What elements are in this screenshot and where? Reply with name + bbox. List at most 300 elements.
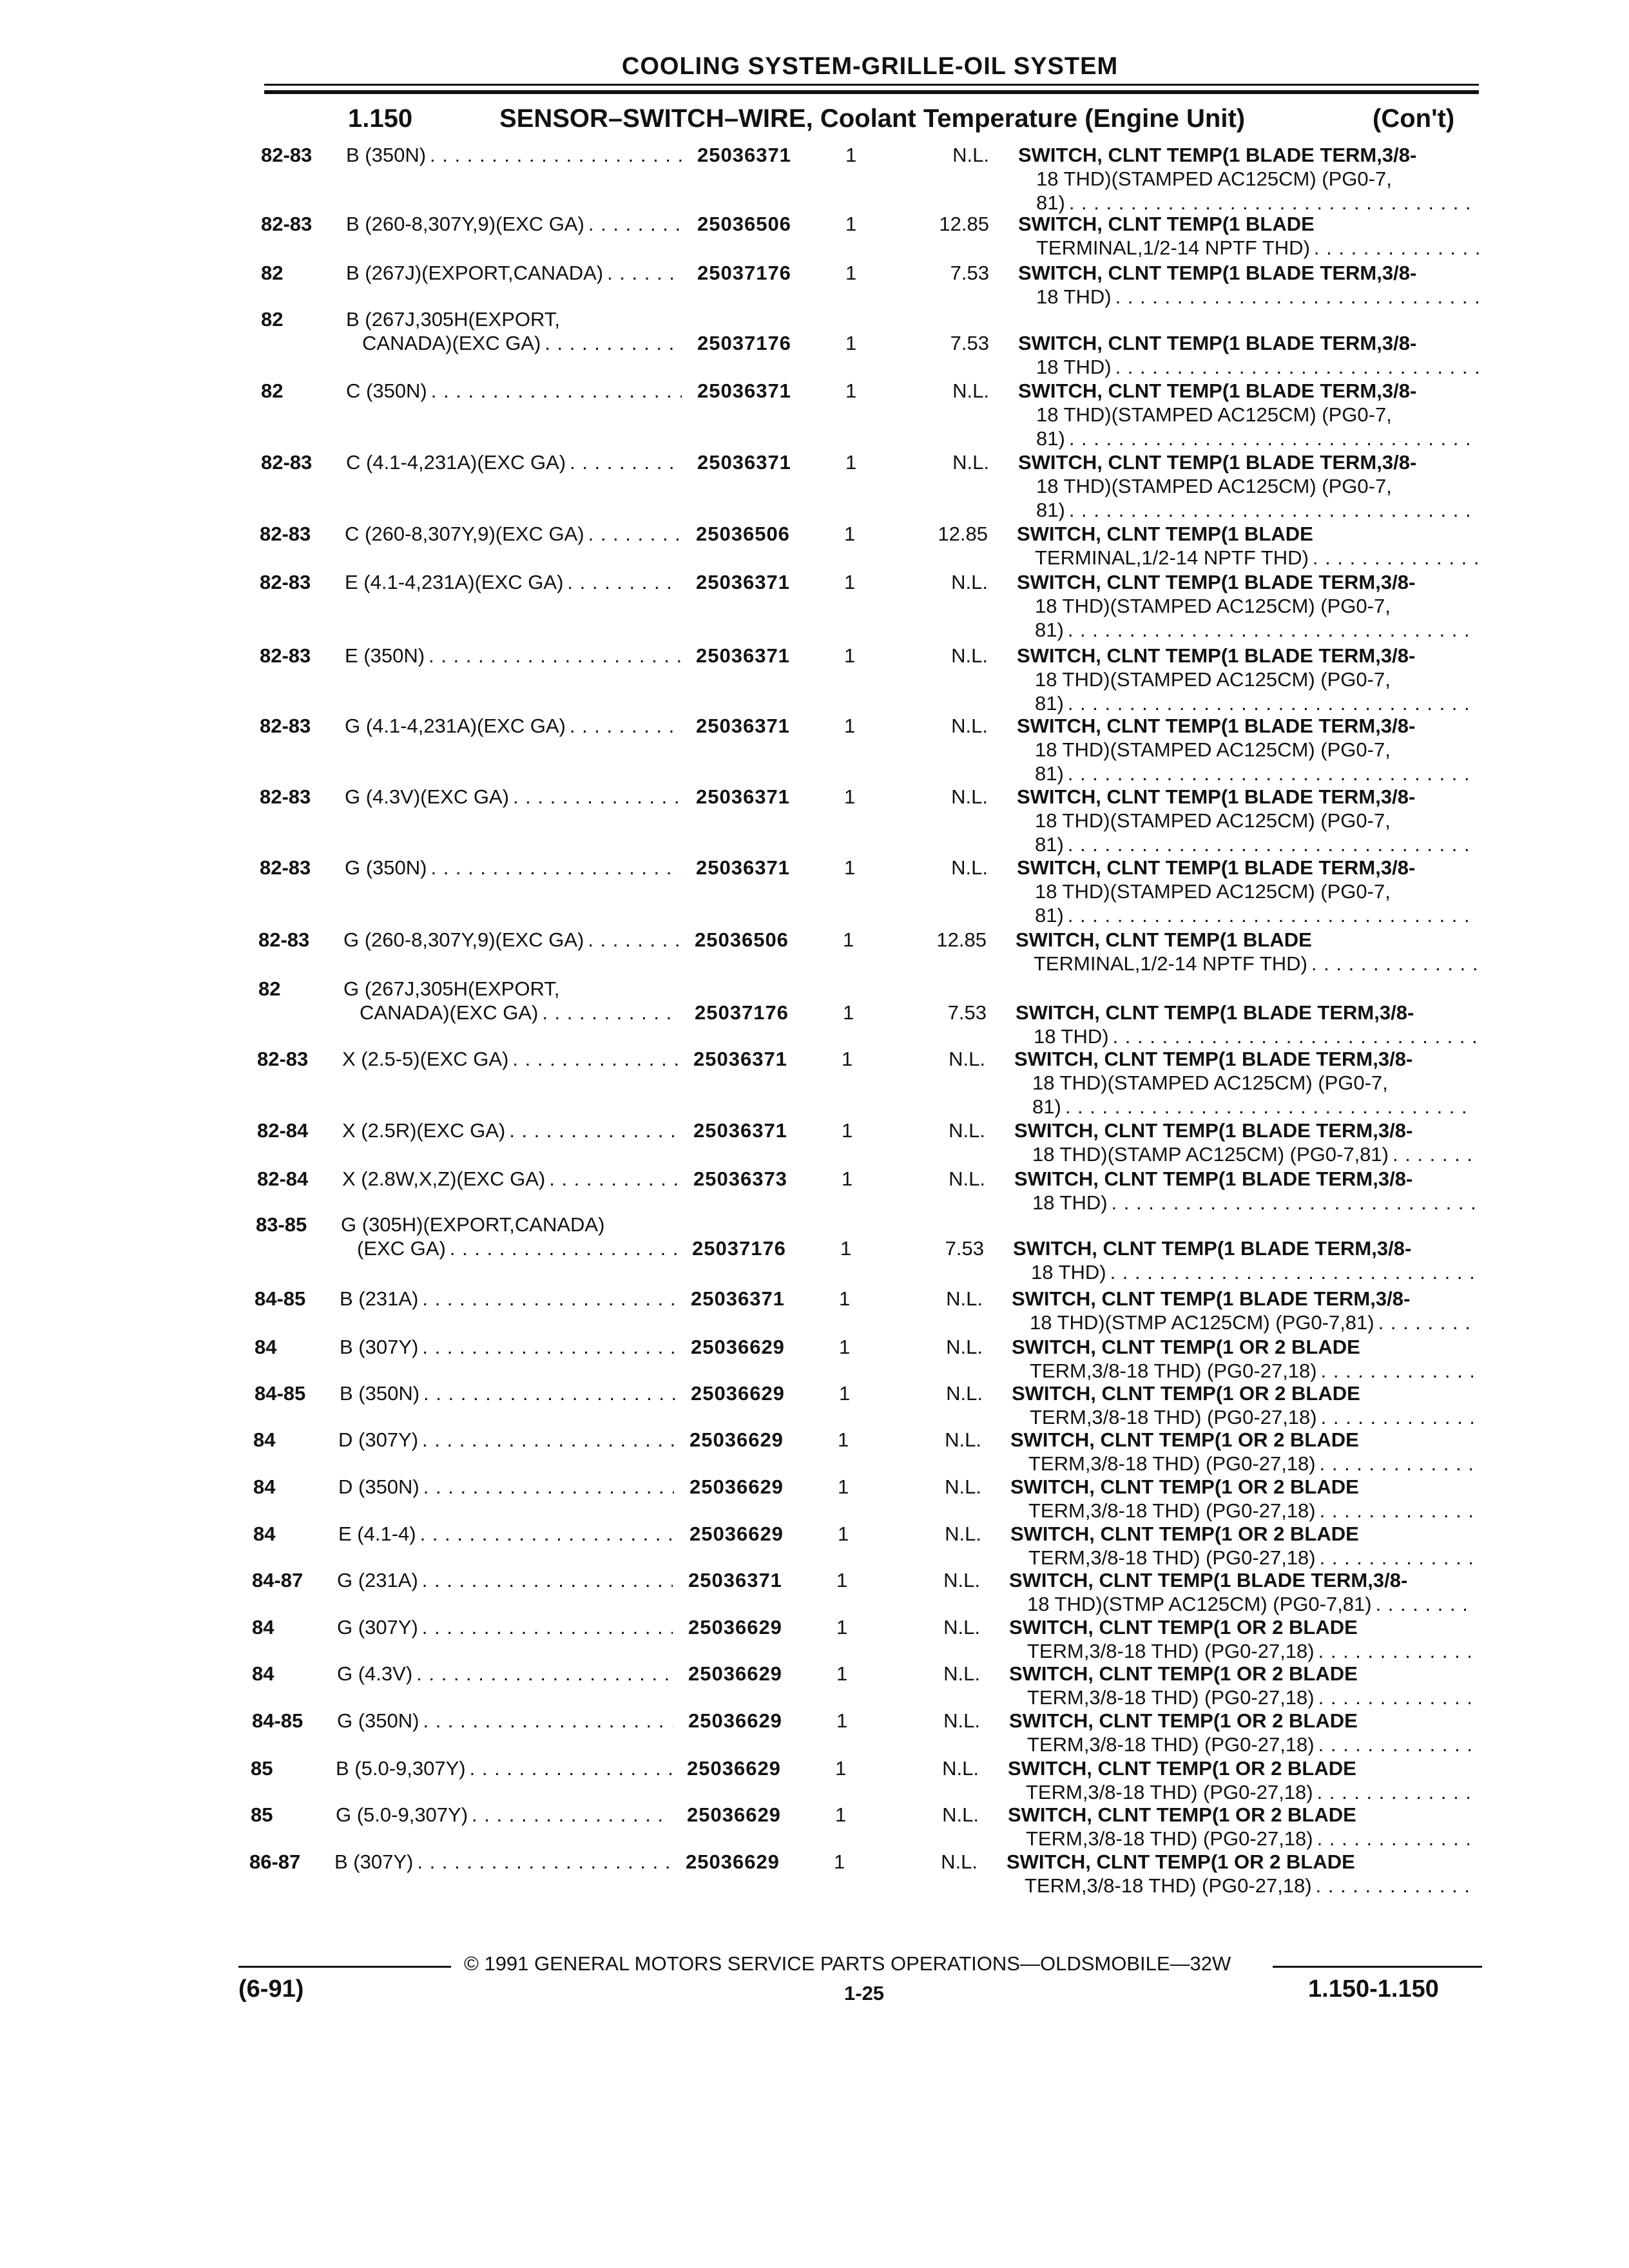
description-text: 81) [1036,191,1065,214]
model-application [336,1803,674,1827]
part-description [1017,856,1481,927]
model-text: G (307Y) [337,1616,418,1639]
model-year: 82-83 [260,715,311,737]
model-application [340,1381,678,1405]
dot-leader [1069,427,1480,450]
part-description [1012,1287,1476,1334]
model-application [345,522,683,546]
model-text: D (350N) [338,1475,419,1498]
description-text: 18 THD) [1036,285,1112,308]
dot-leader [1320,1546,1472,1570]
description-text: TERM,3/8-18 THD) (PG0-27,18) [1030,1406,1317,1428]
model-application [337,1662,675,1686]
part-description [1010,1522,1474,1570]
dot-leader [416,1662,673,1686]
description-text: SWITCH, CLNT TEMP(1 OR 2 BLADE [1012,1336,1360,1358]
part-number: 25036371 [688,1569,782,1591]
description-text: 18 THD)(STAMPED AC125CM) (PG0-7, [1035,738,1391,761]
model-application [341,1213,679,1260]
dot-leader [472,1803,671,1827]
quantity: 1 [844,571,856,593]
description-text: 18 THD)(STAMPED AC125CM) (PG0-7, [1035,595,1391,617]
price: N.L. [949,1119,985,1142]
part-description [1017,570,1481,642]
model-text: X (2.5R)(EXC GA) [342,1119,506,1142]
price: N.L. [951,644,988,667]
price: N.L. [943,1709,980,1732]
model-application [342,1119,680,1142]
dot-leader [470,1756,671,1780]
price: N.L. [952,380,989,402]
model-year: 84-87 [252,1569,304,1591]
description-text: SWITCH, CLNT TEMP(1 BLADE TERM,3/8- [1017,785,1416,808]
part-number: 25037176 [697,332,791,354]
part-number: 25036373 [693,1168,787,1190]
model-year: 82-83 [261,451,313,474]
description-text: SWITCH, CLNT TEMP(1 BLADE TERM,3/8- [1017,644,1416,667]
dot-leader [450,1236,677,1260]
model-application [345,644,683,668]
description-text: 81) [1036,427,1065,450]
description-text: 18 THD) [1032,1191,1108,1214]
model-year: 82 [261,262,284,284]
model-text: CANADA)(EXC GA) [362,332,541,354]
quantity: 1 [839,1287,851,1310]
quantity: 1 [835,1803,847,1826]
part-number: 25036506 [695,928,789,951]
quantity: 1 [842,1119,853,1142]
model-year: 84 [253,1475,276,1498]
price: N.L. [951,571,988,593]
description-text: SWITCH, CLNT TEMP(1 BLADE [1016,928,1312,951]
model-application [338,1475,677,1499]
model-year: 82-83 [258,928,310,951]
part-description [1012,1381,1476,1429]
description-text: 81) [1036,499,1065,521]
description-text: SWITCH, CLNT TEMP(1 BLADE TERM,3/8- [1016,1001,1414,1024]
description-text: SWITCH, CLNT TEMP(1 OR 2 BLADE [1009,1709,1358,1732]
page-header-title: COOLING SYSTEM-GRILLE-OIL SYSTEM [621,53,1119,80]
header-rule-thin [264,84,1479,86]
description-text: SWITCH, CLNT TEMP(1 BLADE TERM,3/8- [1017,856,1416,879]
part-description [1017,522,1481,570]
description-text: 18 THD)(STMP AC125CM) (PG0-7,81) [1030,1311,1374,1334]
description-text: SWITCH, CLNT TEMP(1 BLADE TERM,3/8- [1018,262,1417,284]
dot-leader [549,1167,678,1191]
quantity: 1 [844,644,856,667]
section-continued-label: (Con't) [1373,104,1455,133]
model-text: CANADA)(EXC GA) [360,1001,539,1024]
description-text: TERMINAL,1/2-14 NPTF THD) [1036,236,1310,259]
part-number: 25036629 [689,1428,784,1451]
part-number: 25036629 [691,1336,785,1358]
part-description [1016,1001,1480,1048]
quantity: 1 [842,1168,853,1190]
model-text: B (307Y) [334,1850,414,1873]
model-application [346,379,684,403]
dot-leader [1318,1733,1470,1756]
model-application [346,143,684,167]
part-description [1008,1803,1472,1850]
model-year: 82-83 [260,785,311,808]
part-number: 25036629 [689,1475,784,1498]
description-text: SWITCH, CLNT TEMP(1 OR 2 BLADE [1008,1803,1356,1826]
part-description [1009,1709,1473,1756]
dot-leader [545,331,682,355]
part-description [1018,379,1482,450]
part-description [1010,1475,1474,1523]
part-number: 25036371 [691,1287,785,1310]
quantity: 1 [836,1662,848,1685]
dot-leader [570,450,682,474]
description-text: SWITCH, CLNT TEMP(1 BLADE TERM,3/8- [1014,1119,1413,1142]
dot-leader [1110,1260,1474,1284]
model-text: X (2.8W,X,Z)(EXC GA) [342,1168,546,1190]
description-text: 18 THD)(STAMP AC125CM) (PG0-7,81) [1032,1143,1389,1166]
price: 7.53 [945,1237,984,1260]
model-text: E (350N) [345,644,425,667]
description-text: 18 THD)(STAMPED AC125CM) (PG0-7, [1035,880,1391,903]
model-text: G (4.3V)(EXC GA) [345,785,509,808]
quantity: 1 [845,451,857,474]
description-text: TERM,3/8-18 THD) (PG0-27,18) [1028,1452,1316,1475]
model-year: 84-85 [255,1287,306,1310]
part-number: 25036506 [696,523,790,545]
dot-leader [422,1335,675,1359]
quantity: 1 [836,1616,848,1639]
dot-leader [607,261,682,285]
model-text: G (267J,305H(EXPORT, [343,977,560,1000]
dot-leader [422,1568,673,1592]
part-number: 25037176 [697,262,791,284]
dot-leader [512,1047,678,1071]
quantity: 1 [843,928,854,951]
footer-rule-left [238,1966,451,1968]
dot-leader [1376,1592,1470,1616]
model-application [342,1167,680,1191]
description-text: 18 THD)(STAMPED AC125CM) (PG0-7, [1035,809,1391,832]
model-application [338,1428,677,1452]
header-rule-thick [264,90,1479,94]
part-description [1009,1615,1473,1663]
dot-leader [1321,1359,1473,1383]
footer-rule-right [1273,1966,1482,1968]
quantity: 1 [843,1001,854,1024]
part-description [1017,644,1481,715]
description-text: TERM,3/8-18 THD) (PG0-27,18) [1027,1640,1315,1662]
dot-leader [567,570,680,594]
description-text: SWITCH, CLNT TEMP(1 BLADE [1017,523,1313,545]
model-year: 82-83 [260,523,311,545]
model-text: G (5.0-9,307Y) [336,1803,468,1826]
description-text: 81) [1035,619,1064,641]
dot-leader [513,785,680,809]
price: N.L. [952,144,989,166]
quantity: 1 [838,1523,849,1545]
description-text: 81) [1035,833,1064,856]
price: N.L. [951,715,988,737]
dot-leader [1069,191,1480,215]
price: N.L. [945,1428,981,1451]
price: N.L. [951,785,988,808]
description-text: SWITCH, CLNT TEMP(1 OR 2 BLADE [1007,1850,1355,1873]
model-year: 85 [251,1803,273,1826]
quantity: 1 [838,1475,849,1498]
quantity: 1 [834,1850,845,1873]
model-text: X (2.5-5)(EXC GA) [342,1048,509,1070]
part-description [1018,212,1482,260]
part-number: 25036371 [697,451,791,474]
description-text: 18 THD) [1031,1261,1106,1283]
quantity: 1 [844,715,856,737]
quantity: 1 [839,1336,851,1358]
footer-page-number: 1-25 [844,1982,885,2004]
description-text: TERM,3/8-18 THD) (PG0-27,18) [1026,1827,1313,1850]
part-description [1010,1428,1474,1475]
model-year: 84-85 [252,1709,304,1732]
part-description [1018,261,1482,309]
description-text: SWITCH, CLNT TEMP(1 BLADE [1018,213,1315,235]
dot-leader [588,928,679,952]
price: N.L. [949,1168,985,1190]
price: N.L. [946,1382,983,1405]
dot-leader [423,1381,675,1405]
dot-leader [430,856,680,879]
part-description [1018,331,1482,379]
description-text: SWITCH, CLNT TEMP(1 BLADE TERM,3/8- [1017,715,1416,737]
model-application [343,977,682,1024]
description-text: SWITCH, CLNT TEMP(1 OR 2 BLADE [1010,1428,1359,1451]
dot-leader [1069,498,1480,522]
description-text: 18 THD)(STAMPED AC125CM) (PG0-7, [1036,168,1392,190]
model-application [343,928,682,952]
model-text: C (350N) [346,380,427,402]
model-application [336,1756,674,1780]
part-number: 25036506 [697,213,791,235]
part-description [1018,143,1482,215]
quantity: 1 [836,1569,848,1591]
part-number: 25036371 [696,571,790,593]
model-year: 84-85 [255,1382,306,1405]
footer-section-range: 1.150-1.150 [1308,1975,1439,2003]
model-application [334,1850,673,1874]
description-text: TERM,3/8-18 THD) (PG0-27,18) [1027,1686,1315,1709]
description-text: SWITCH, CLNT TEMP(1 BLADE TERM,3/8- [1014,1168,1413,1190]
description-text: TERM,3/8-18 THD) (PG0-27,18) [1030,1360,1317,1382]
quantity: 1 [844,523,856,545]
part-number: 25036371 [697,144,791,166]
model-year: 82-84 [257,1119,309,1142]
description-text: 18 THD)(STAMPED AC125CM) (PG0-7, [1036,403,1392,426]
description-text: TERM,3/8-18 THD) (PG0-27,18) [1028,1499,1316,1522]
part-number: 25036371 [696,785,790,808]
part-number: 25036629 [688,1709,782,1732]
description-text: SWITCH, CLNT TEMP(1 BLADE TERM,3/8- [1018,451,1417,474]
model-text: G (231A) [337,1569,418,1591]
part-number: 25036371 [693,1119,787,1142]
model-text: G (4.3V) [337,1662,413,1685]
dot-leader [1316,1874,1468,1898]
part-number: 25036629 [691,1382,785,1405]
quantity: 1 [845,380,857,402]
price: 7.53 [947,1001,987,1024]
model-text: B (260-8,307Y,9)(EXC GA) [346,213,584,235]
quantity: 1 [839,1382,851,1405]
dot-leader [1317,1780,1469,1804]
model-year: 84 [253,1428,276,1451]
part-description [1009,1662,1473,1709]
price: 12.85 [938,523,988,545]
part-description [1009,1568,1473,1616]
part-description [1016,928,1480,975]
model-text: B (307Y) [340,1336,419,1358]
description-text: 18 THD)(STMP AC125CM) (PG0-7,81) [1027,1593,1372,1615]
dot-leader [1314,236,1480,260]
model-year: 82-83 [260,571,311,593]
dot-leader [423,1709,673,1733]
part-number: 25037176 [692,1237,786,1260]
dot-leader [1113,1024,1477,1048]
footer-revision-date: (6-91) [238,1975,304,2003]
quantity: 1 [840,1237,852,1260]
dot-leader [1378,1311,1473,1334]
description-text: TERMINAL,1/2-14 NPTF THD) [1034,952,1307,975]
dot-leader [1065,1095,1476,1119]
model-year: 86-87 [249,1850,301,1873]
dot-leader [1115,285,1480,309]
quantity: 1 [844,785,856,808]
model-application [340,1287,678,1311]
model-text: B (231A) [340,1287,419,1310]
price: N.L. [942,1757,979,1780]
part-number: 25036371 [697,380,791,402]
part-number: 25036629 [689,1523,784,1545]
part-description [1017,714,1481,785]
description-text: 18 THD)(STAMPED AC125CM) (PG0-7, [1036,475,1392,497]
model-text: E (4.1-4,231A)(EXC GA) [345,571,564,593]
dot-leader [417,1850,670,1874]
dot-leader [1068,903,1478,927]
price: N.L. [951,856,988,879]
quantity: 1 [835,1757,847,1780]
part-number: 25037176 [695,1001,789,1024]
model-text: B (267J)(EXPORT,CANADA) [346,262,604,284]
description-text: 18 THD) [1034,1025,1109,1048]
part-description [1013,1236,1477,1284]
dot-leader [422,1287,675,1311]
model-application [337,1568,675,1592]
model-text: G (4.1-4,231A)(EXC GA) [345,715,566,737]
model-year: 84 [253,1523,276,1545]
part-description [1014,1167,1478,1215]
price: 12.85 [936,928,987,951]
description-text: TERM,3/8-18 THD) (PG0-27,18) [1026,1781,1313,1803]
dot-leader [570,714,680,738]
model-application [345,570,683,594]
dot-leader [509,1119,678,1142]
part-description [1017,785,1481,856]
dot-leader [1068,691,1478,715]
description-text: SWITCH, CLNT TEMP(1 OR 2 BLADE [1009,1616,1358,1639]
description-text: SWITCH, CLNT TEMP(1 OR 2 BLADE [1009,1662,1358,1685]
dot-leader [430,143,682,167]
description-text: SWITCH, CLNT TEMP(1 BLADE TERM,3/8- [1012,1287,1411,1310]
part-number: 25036629 [687,1803,781,1826]
dot-leader [1318,1639,1470,1663]
description-text: 81) [1035,904,1064,927]
description-text: 18 THD) [1036,356,1112,378]
price: N.L. [949,1048,985,1070]
part-number: 25036629 [688,1616,782,1639]
description-text: TERM,3/8-18 THD) (PG0-27,18) [1025,1874,1312,1897]
price: N.L. [941,1850,978,1873]
model-text: B (350N) [340,1382,420,1405]
part-number: 25036371 [696,856,790,879]
model-text: G (350N) [337,1709,419,1732]
description-text: SWITCH, CLNT TEMP(1 BLADE TERM,3/8- [1018,144,1417,166]
dot-leader [1313,546,1478,570]
model-year: 82 [258,977,281,1000]
dot-leader [1321,1405,1473,1429]
dot-leader [588,212,682,236]
description-text: SWITCH, CLNT TEMP(1 BLADE TERM,3/8- [1017,571,1416,593]
dot-leader [431,379,682,403]
model-year: 82-84 [257,1168,309,1190]
description-text: SWITCH, CLNT TEMP(1 BLADE TERM,3/8- [1009,1569,1408,1591]
model-year: 82-83 [260,856,311,879]
description-text: 81) [1035,692,1064,715]
section-title: SENSOR–SWITCH–WIRE, Coolant Temperature (Engine Unit) [499,104,1246,133]
description-text: 81) [1035,762,1064,785]
dot-leader [422,1615,673,1639]
model-year: 84 [255,1336,277,1358]
model-application [345,856,683,879]
dot-leader [1320,1452,1472,1475]
model-application [337,1709,675,1733]
dot-leader [1311,952,1477,975]
model-text: B (350N) [346,144,427,166]
price: N.L. [946,1287,983,1310]
dot-leader [588,522,680,546]
dot-leader [423,1475,674,1499]
quantity: 1 [838,1428,849,1451]
section-number: 1.150 [348,104,413,133]
price: 7.53 [950,262,989,284]
model-text: E (4.1-4) [338,1523,416,1545]
model-year: 82-83 [261,213,313,235]
part-description [1014,1047,1478,1119]
model-year: 83-85 [256,1213,307,1236]
quantity: 1 [845,144,857,166]
model-text: C (4.1-4,231A)(EXC GA) [346,451,566,474]
quantity: 1 [842,1048,853,1070]
model-year: 82 [261,308,284,331]
description-text: SWITCH, CLNT TEMP(1 OR 2 BLADE [1010,1523,1359,1545]
description-text: TERM,3/8-18 THD) (PG0-27,18) [1027,1733,1315,1756]
model-application [346,307,684,355]
dot-leader [420,1522,674,1546]
model-application [338,1522,677,1546]
part-number: 25036629 [686,1850,780,1873]
model-text: D (307Y) [338,1428,419,1451]
quantity: 1 [836,1709,848,1732]
price: 7.53 [950,332,989,354]
description-text: SWITCH, CLNT TEMP(1 BLADE TERM,3/8- [1014,1048,1413,1070]
price: N.L. [943,1616,980,1639]
model-year: 82-83 [260,644,311,667]
model-application [337,1615,675,1639]
model-application [346,212,684,236]
